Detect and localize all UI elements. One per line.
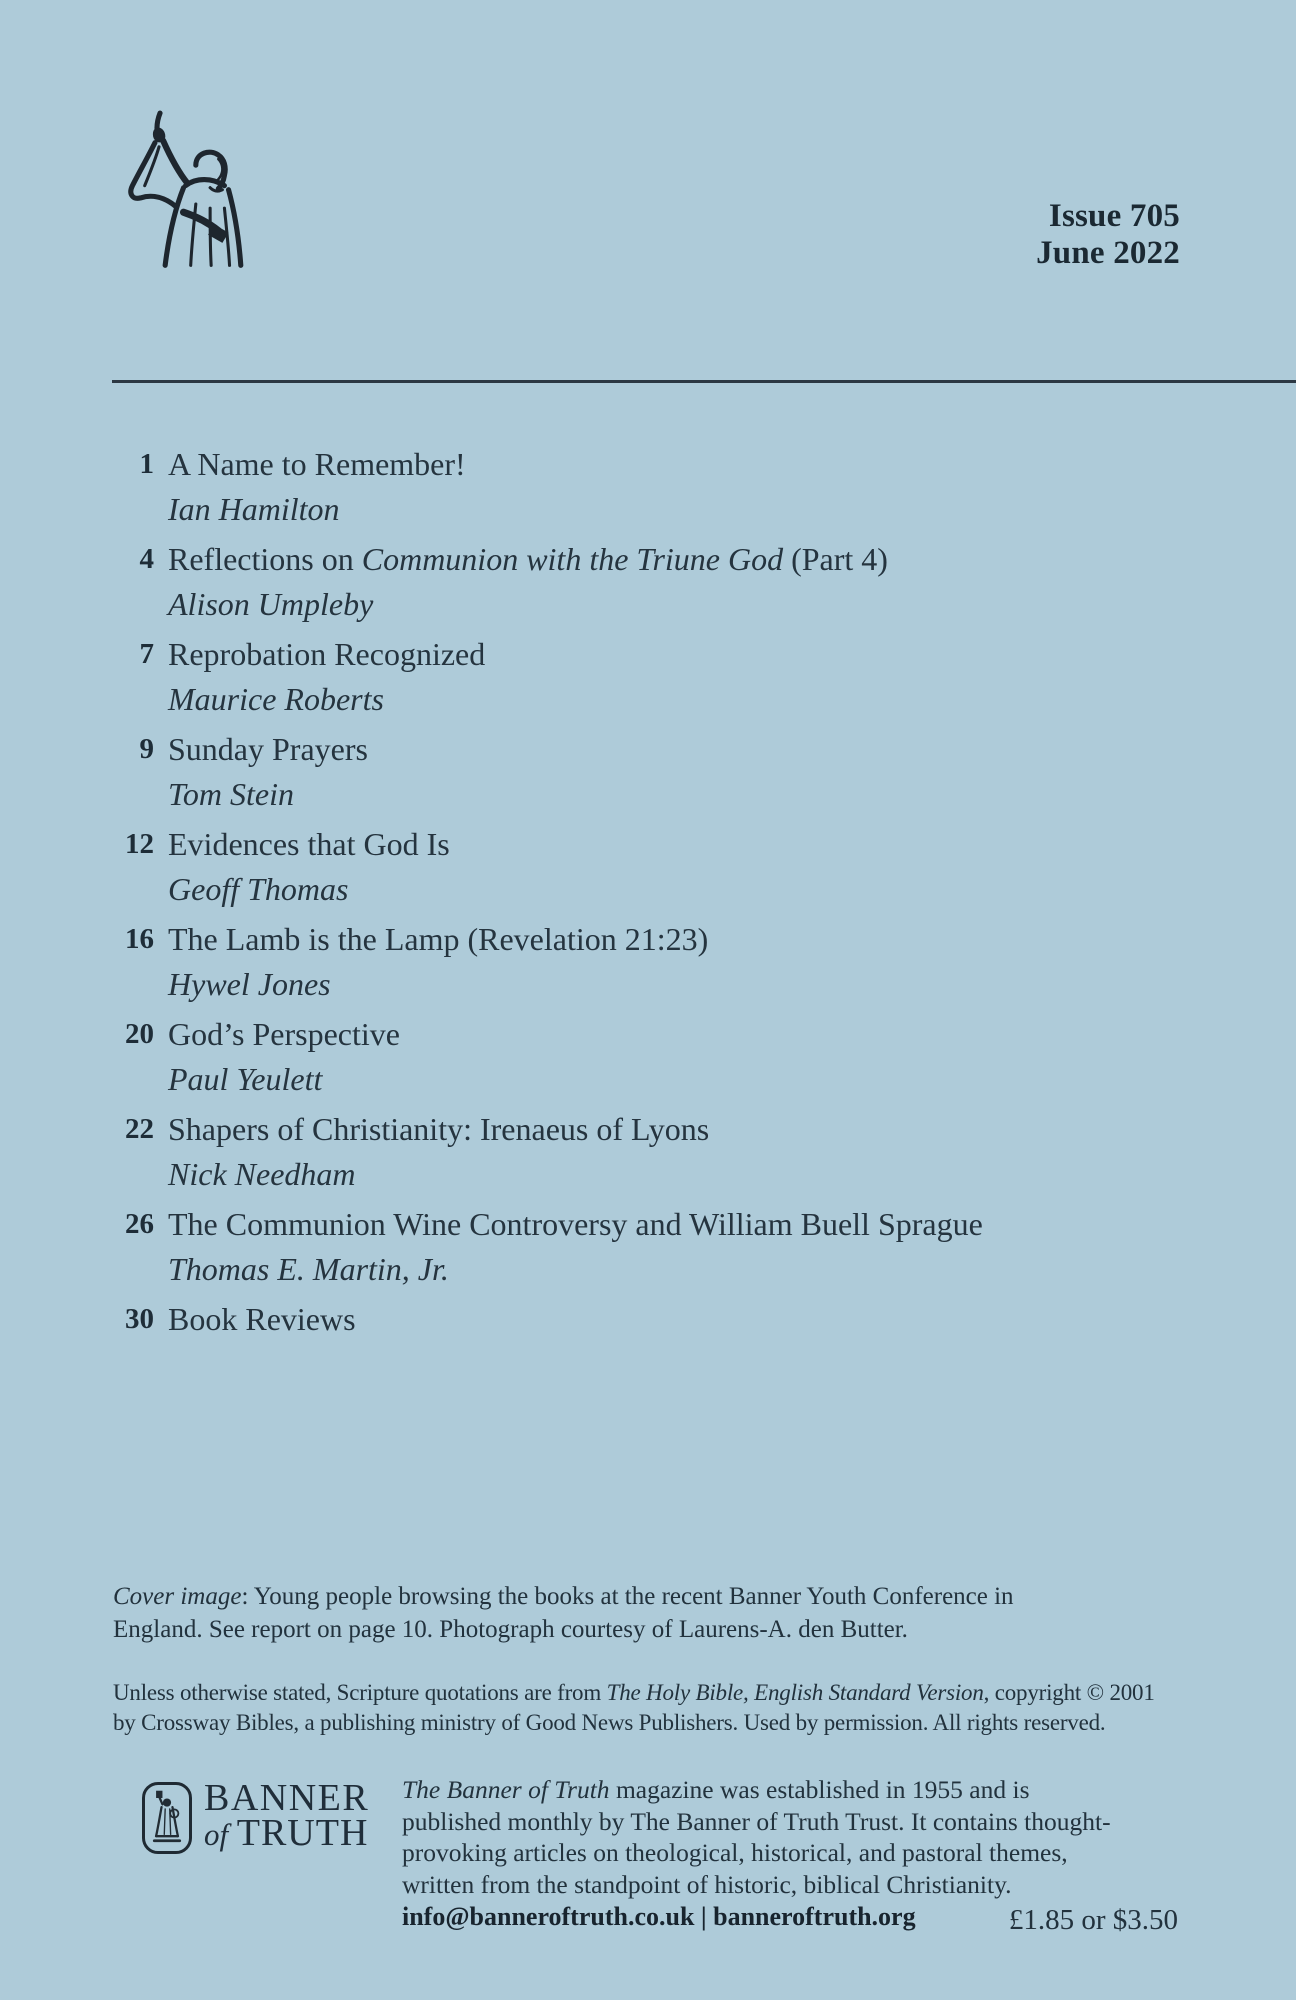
- about-line: [402, 1806, 1111, 1838]
- toc-entry-author: Thomas E. Martin, Jr.: [168, 1251, 449, 1287]
- wordmark-of: of: [204, 1817, 229, 1852]
- issue-number: Issue 705: [1048, 198, 1180, 234]
- text-segment: by Crossway Bibles, a publishing ministry of Good News Publishers. Used by permission. All rights reserved.: [113, 1710, 1106, 1735]
- toc-entry-title: [168, 537, 1192, 582]
- toc-entry-body: [168, 1202, 1192, 1292]
- preacher-statue-icon: [112, 110, 250, 268]
- caption-line: [113, 1580, 1063, 1613]
- text-segment: Shapers of Christianity: Irenaeus of Lyons: [168, 1111, 710, 1147]
- text-segment: Sunday Prayers: [168, 731, 368, 767]
- text-segment: Unless otherwise stated, Scripture quotations are from: [113, 1680, 607, 1705]
- toc-entry-body: [168, 1012, 1192, 1102]
- banner-of-truth-stamp-icon: [142, 1782, 192, 1854]
- toc-entry: [112, 1297, 1192, 1342]
- text-segment: published monthly by The Banner of Truth Trust. It contains thought-: [402, 1806, 1111, 1836]
- toc-entry-title: [168, 1297, 1192, 1342]
- contact-line: info@banneroftruth.co.uk | banneroftruth.org: [402, 1902, 916, 1931]
- toc-list: [112, 442, 1192, 1347]
- text-segment: Evidences that God Is: [168, 826, 450, 862]
- cover-image-caption: [113, 1580, 1063, 1646]
- text-segment: A Name to Remember!: [168, 446, 466, 482]
- toc-entry-title: [168, 632, 1192, 677]
- toc-entry: [112, 632, 1192, 722]
- toc-page-number: 26: [125, 1208, 154, 1240]
- toc-entry: [112, 537, 1192, 627]
- text-segment: written from the standpoint of historic, biblical Christianity.: [402, 1869, 1012, 1899]
- text-segment: The Banner of Truth: [402, 1775, 610, 1804]
- toc-page-number: 16: [125, 923, 154, 955]
- toc-page-number: 7: [139, 638, 154, 670]
- text-segment: The Lamb is the Lamp (Revelation 21:23): [168, 921, 709, 957]
- wordmark-line1: BANNER: [204, 1777, 370, 1819]
- text-segment: (Part 4): [783, 541, 888, 577]
- about-magazine-paragraph: [402, 1774, 1111, 1900]
- toc-entry-title: [168, 1012, 1192, 1057]
- toc-entry-title: [168, 1107, 1192, 1152]
- about-line: [402, 1869, 1052, 1901]
- issue-block: [1036, 198, 1180, 272]
- toc-entry-author: Nick Needham: [168, 1156, 356, 1192]
- wordmark-truth: TRUTH: [236, 1812, 369, 1854]
- toc-entry-body: [168, 822, 1192, 912]
- toc-entry-body: [168, 727, 1192, 817]
- toc-entry-author: Alison Umpleby: [168, 586, 374, 622]
- toc-page-number: 4: [139, 543, 154, 575]
- toc-entry-title: [168, 442, 1192, 487]
- toc-entry-title: [168, 1202, 1192, 1247]
- text-segment: The Communion Wine Controversy and William Buell Sprague: [168, 1206, 983, 1242]
- toc-entry: [112, 1012, 1192, 1102]
- text-segment: Cover image: [113, 1583, 242, 1610]
- toc-page-number: 12: [125, 828, 154, 860]
- text-segment: provoking articles on theological, historical, and pastoral themes,: [402, 1838, 1068, 1867]
- text-segment: God’s Perspective: [168, 1016, 400, 1052]
- toc-entry: [112, 727, 1192, 817]
- scripture-line: [113, 1708, 1213, 1738]
- banner-of-truth-wordmark: [204, 1777, 370, 1854]
- toc-page-number: 1: [139, 448, 154, 480]
- text-segment: Reprobation Recognized: [168, 636, 486, 672]
- about-line: [402, 1774, 1052, 1806]
- toc-entry-author: Tom Stein: [168, 776, 294, 812]
- toc-entry-body: [168, 632, 1192, 722]
- wordmark-line2: [204, 1812, 369, 1854]
- about-line: [402, 1837, 1068, 1869]
- toc-entry-author: Paul Yeulett: [168, 1061, 323, 1097]
- toc-entry-body: [168, 1297, 1192, 1342]
- caption-line: [113, 1613, 1063, 1646]
- toc-entry-author: Maurice Roberts: [168, 681, 384, 717]
- text-segment: England. See report on page 10. Photograph courtesy of Laurens-A. den Butter.: [113, 1616, 908, 1643]
- toc-entry: [112, 1107, 1192, 1197]
- toc-entry-author: Geoff Thomas: [168, 871, 349, 907]
- toc-entry-title: [168, 822, 1192, 867]
- issue-date: June 2022: [1036, 235, 1180, 271]
- text-segment: : Young people browsing the books at the recent Banner Youth Conference in: [241, 1583, 1014, 1610]
- toc-entry: [112, 1202, 1192, 1292]
- text-segment: magazine was established in 1955 and is: [609, 1775, 1030, 1804]
- text-segment: Reflections on: [168, 541, 362, 577]
- toc-page-number: 9: [139, 733, 154, 765]
- scripture-notice: [113, 1678, 1213, 1738]
- text-segment: Communion with the Triune God: [361, 541, 784, 577]
- toc-entry-title: [168, 917, 1192, 962]
- toc-page-number: 20: [125, 1018, 154, 1050]
- text-segment: , copyright © 2001: [983, 1680, 1155, 1705]
- price: £1.85 or $3.50: [1008, 1904, 1178, 1936]
- toc-entry: [112, 442, 1192, 532]
- toc-entry-body: [168, 442, 1192, 532]
- scripture-line: [113, 1678, 1213, 1708]
- toc-page-number: 30: [125, 1303, 154, 1335]
- toc-page-number: 22: [125, 1113, 154, 1145]
- toc-entry: [112, 917, 1192, 1007]
- toc-entry-body: [168, 1107, 1192, 1197]
- text-segment: Book Reviews: [168, 1301, 356, 1337]
- toc-entry-body: [168, 537, 1192, 627]
- header-divider: [112, 380, 1296, 383]
- toc-entry-author: Ian Hamilton: [168, 491, 340, 527]
- toc-entry-body: [168, 917, 1192, 1007]
- toc-entry: [112, 822, 1192, 912]
- text-segment: The Holy Bible, English Standard Version: [606, 1680, 984, 1705]
- toc-entry-author: Hywel Jones: [168, 966, 331, 1002]
- toc-entry-title: [168, 727, 1192, 772]
